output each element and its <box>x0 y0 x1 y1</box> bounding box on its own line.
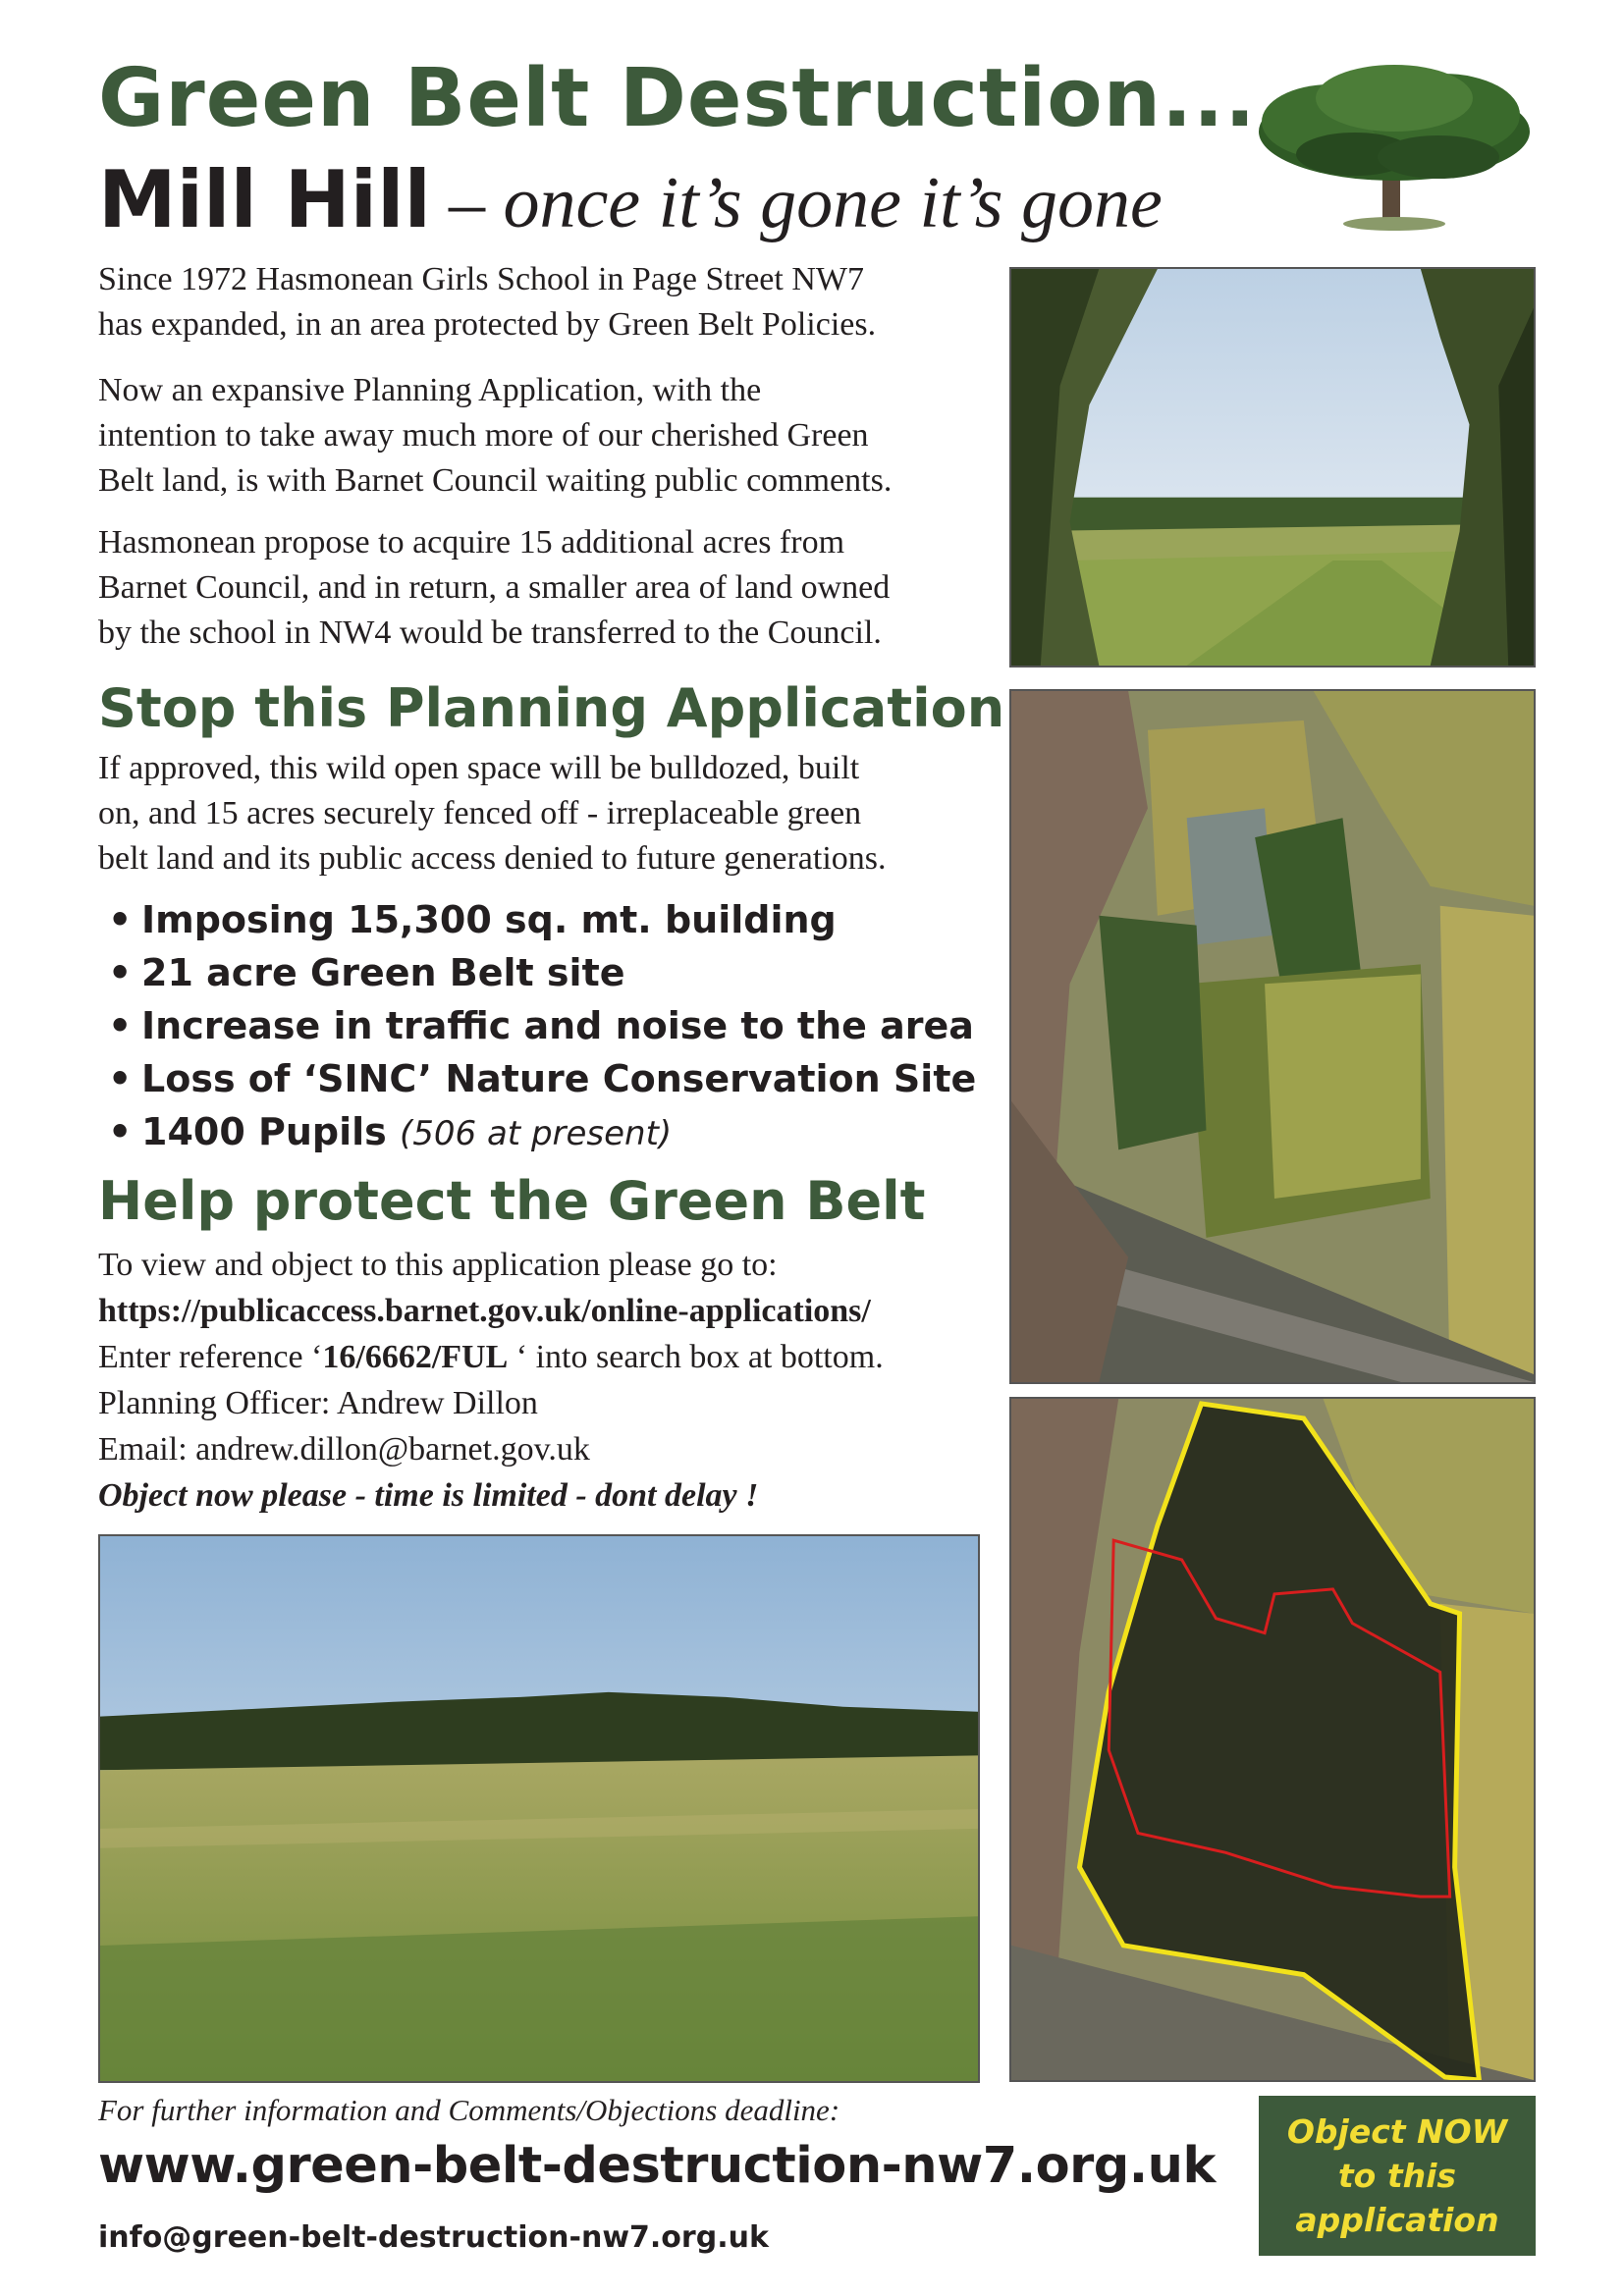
aerial-site-photo <box>1009 689 1536 1384</box>
bullet-icon: • <box>108 1110 133 1153</box>
campaign-website-link[interactable]: www.green-belt-destruction-nw7.org.uk <box>98 2137 1216 2195</box>
site-boundary-map <box>1009 1397 1536 2082</box>
impact-list <box>108 893 992 1160</box>
bullet-icon: • <box>108 1057 133 1100</box>
intro-p1-line: has expanded, in an area protected by Green Belt Policies. <box>98 306 877 343</box>
cta-line: application <box>1295 2201 1499 2239</box>
object-now-badge <box>1259 2096 1536 2256</box>
list-item-text: Increase in traffic and noise to the area <box>141 1004 974 1047</box>
stop-line: If approved, this wild open space will be bulldozed, built <box>98 750 860 786</box>
intro-p2-line: Now an expansive Planning Application, with the <box>98 372 762 408</box>
officer-email[interactable]: Email: andrew.dillon@barnet.gov.uk <box>98 1431 590 1468</box>
intro-p1-line: Since 1972 Hasmonean Girls School in Page Street NW7 <box>98 261 864 297</box>
list-item-text: Imposing 15,300 sq. mt. building <box>141 898 837 941</box>
stop-paragraph <box>98 746 992 881</box>
help-heading: Help protect the Green Belt <box>98 1170 926 1232</box>
field-path-photo <box>1009 267 1536 667</box>
stop-heading: Stop this Planning Application <box>98 677 1005 739</box>
intro-paragraph-2 <box>98 368 992 504</box>
intro-p3-line: by the school in NW4 would be transferred to the Council. <box>98 614 882 651</box>
stop-line: on, and 15 acres securely fenced off - irreplaceable green <box>98 795 862 831</box>
urgent-call: Object now please - time is limited - dont delay ! <box>98 1477 759 1514</box>
intro-p3-line: Hasmonean propose to acquire 15 additional acres from <box>98 524 845 561</box>
list-item <box>108 999 992 1052</box>
planning-officer: Planning Officer: Andrew Dillon <box>98 1385 538 1421</box>
intro-paragraph-3 <box>98 520 992 656</box>
list-item-text: 1400 Pupils <box>141 1110 387 1153</box>
open-field-photo <box>98 1534 980 2083</box>
list-item <box>108 1052 992 1105</box>
cta-line: Object NOW <box>1286 2112 1508 2151</box>
intro-paragraph-1 <box>98 257 992 347</box>
bullet-icon: • <box>108 951 133 994</box>
list-item-text: 21 acre Green Belt site <box>141 951 625 994</box>
planning-portal-link[interactable]: https://publicaccess.barnet.gov.uk/online-applications/ <box>98 1293 871 1329</box>
pupils-note: (506 at present) <box>400 1114 673 1153</box>
intro-p2-line: intention to take away much more of our cherished Green <box>98 417 869 454</box>
reference-suffix: ‘ into search box at bottom. <box>508 1339 884 1375</box>
tagline: – once it’s gone it’s gone <box>448 163 1163 243</box>
list-item <box>108 946 992 999</box>
list-item <box>108 893 992 946</box>
cta-line: to this <box>1337 2157 1457 2195</box>
page-title: Green Belt Destruction... <box>98 52 1257 145</box>
place-name: Mill Hill <box>98 154 431 245</box>
stop-line: belt land and its public access denied to future generations. <box>98 840 887 877</box>
campaign-email-link[interactable]: info@green-belt-destruction-nw7.org.uk <box>98 2220 769 2255</box>
bullet-icon: • <box>108 898 133 941</box>
intro-p3-line: Barnet Council, and in return, a smaller area of land owned <box>98 569 891 606</box>
instruction-line: To view and object to this application please go to: <box>98 1247 778 1283</box>
bullet-icon: • <box>108 1004 133 1047</box>
intro-p2-line: Belt land, is with Barnet Council waiting public comments. <box>98 462 893 499</box>
footer-note: For further information and Comments/Objections deadline: <box>98 2093 840 2127</box>
subtitle <box>98 155 1163 245</box>
reference-prefix: Enter reference ‘ <box>98 1339 323 1375</box>
list-item-text: Loss of ‘SINC’ Nature Conservation Site <box>141 1057 977 1100</box>
list-item <box>108 1105 992 1160</box>
objection-instructions <box>98 1242 1011 1519</box>
reference-line <box>98 1334 1011 1380</box>
oak-tree-icon <box>1247 61 1542 238</box>
reference-code: 16/6662/FUL <box>322 1339 509 1375</box>
